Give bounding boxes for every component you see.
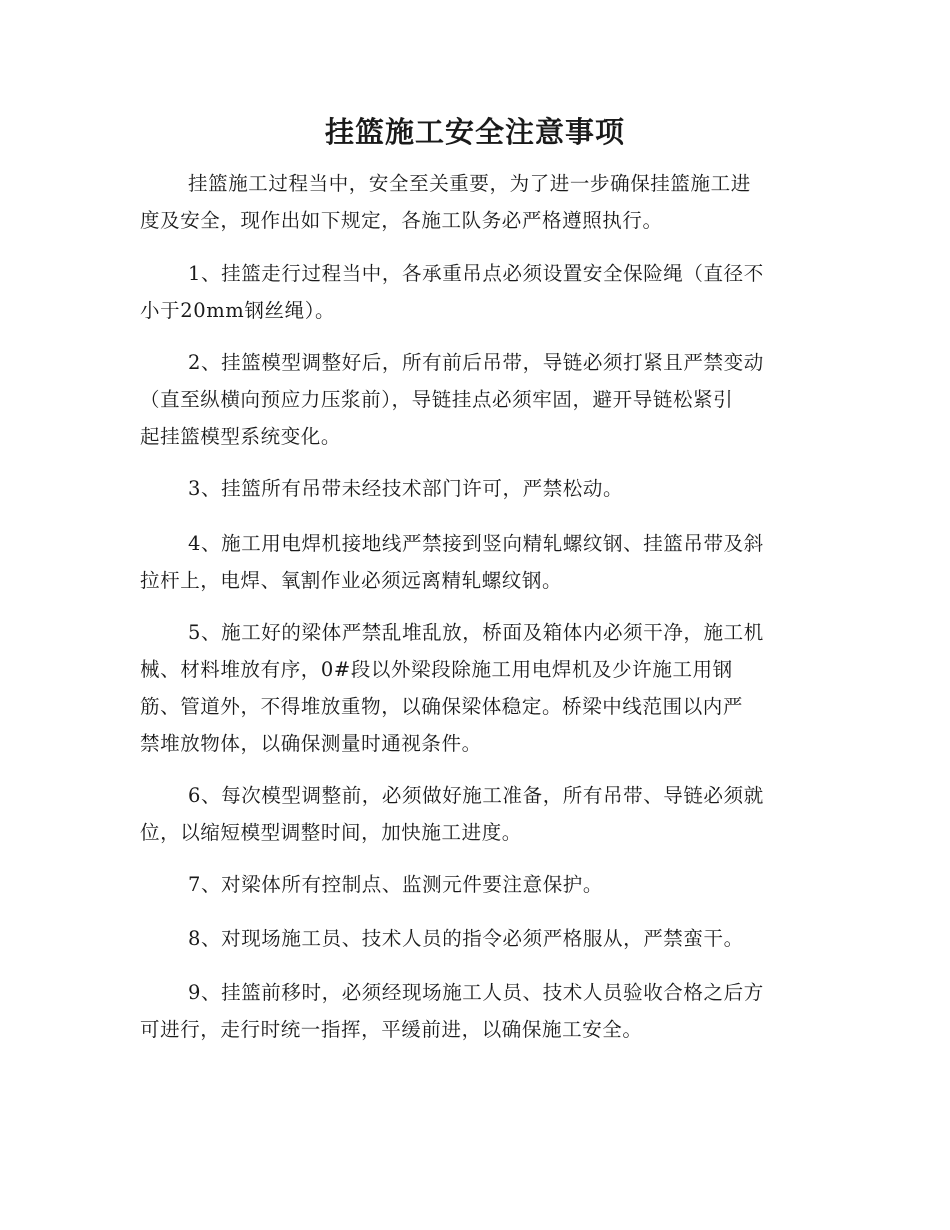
paragraph-line: 4、施工用电焊机接地线严禁接到竖向精轧螺纹钢、挂篮吊带及斜	[188, 532, 764, 555]
paragraph-line: 度及安全，现作出如下规定，各施工队务必严格遵照执行。	[140, 209, 663, 232]
rule-item-6	[140, 777, 808, 851]
rule-item-9	[140, 974, 808, 1048]
paragraph-line: 起挂篮模型系统变化。	[140, 425, 342, 448]
paragraph-line: 3、挂篮所有吊带未经技术部门许可，严禁松动。	[188, 477, 624, 500]
rule-item-4	[140, 525, 808, 599]
paragraph-line: 挂篮施工过程当中，安全至关重要，为了进一步确保挂篮施工进	[188, 172, 751, 195]
rule-item-3	[140, 470, 808, 507]
rule-item-8	[140, 920, 808, 957]
rule-item-1	[140, 255, 808, 329]
intro-paragraph	[140, 165, 808, 239]
paragraph-line: 6、每次模型调整前，必须做好施工准备，所有吊带、导链必须就	[188, 784, 764, 807]
paragraph-line: 5、施工好的梁体严禁乱堆乱放，桥面及箱体内必须干净，施工机	[188, 621, 764, 644]
paragraph-line: 9、挂篮前移时，必须经现场施工人员、技术人员验收合格之后方	[188, 981, 764, 1004]
paragraph-line: 小于20mm钢丝绳）。	[140, 299, 336, 322]
paragraph-line: 1、挂篮走行过程当中，各承重吊点必须设置安全保险绳（直径不	[188, 262, 764, 285]
paragraph-line: 械、材料堆放有序，0#段以外梁段除施工用电焊机及少许施工用钢	[140, 658, 733, 681]
paragraph-line: 7、对梁体所有控制点、监测元件要注意保护。	[188, 873, 604, 896]
document-title: 挂篮施工安全注意事项	[324, 115, 625, 149]
paragraph-line: 位，以缩短模型调整时间，加快施工进度。	[140, 821, 522, 844]
paragraph-line: 拉杆上，电焊、氧割作业必须远离精轧螺纹钢。	[140, 569, 563, 592]
rule-item-2	[140, 344, 808, 455]
paragraph-line: 筋、管道外，不得堆放重物，以确保梁体稳定。桥梁中线范围以内严	[140, 695, 744, 718]
rule-item-7	[140, 866, 808, 903]
paragraph-line: （直至纵横向预应力压浆前），导链挂点必须牢固，避开导链松紧引	[140, 388, 734, 411]
paragraph-line: 可进行，走行时统一指挥，平缓前进，以确保施工安全。	[140, 1018, 643, 1041]
paragraph-line: 2、挂篮模型调整好后，所有前后吊带，导链必须打紧且严禁变动	[188, 351, 764, 374]
paragraph-line: 禁堆放物体，以确保测量时通视条件。	[140, 732, 482, 755]
rule-item-5	[140, 614, 808, 762]
paragraph-line: 8、对现场施工员、技术人员的指令必须严格服从，严禁蛮干。	[188, 927, 744, 950]
